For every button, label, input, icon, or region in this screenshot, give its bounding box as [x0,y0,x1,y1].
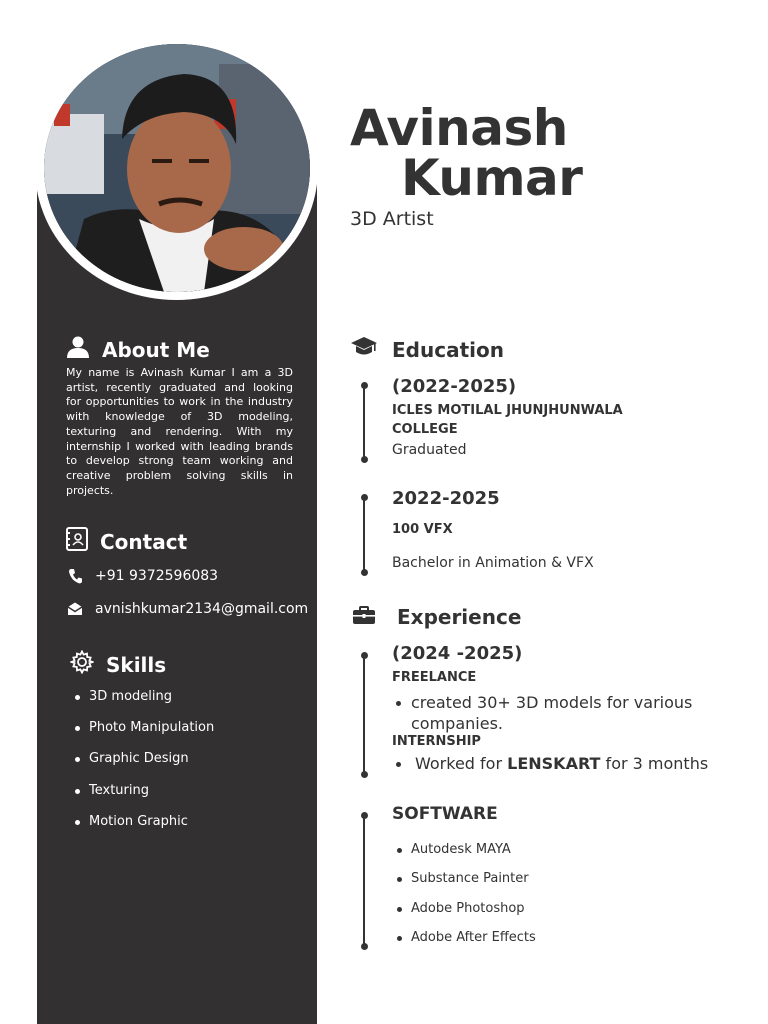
experience-heading [353,605,521,629]
timeline-line [363,655,365,775]
last-name: Kumar [401,149,583,207]
software-heading: SOFTWARE [392,804,498,824]
first-name: Avinash [350,99,568,157]
person-icon [66,336,90,363]
internship-list [392,753,712,774]
experience-heading-label: Experience [397,605,522,629]
experience-years: (2024 -2025) [392,643,523,664]
internship-company: LENSKART [507,754,601,773]
software-item: Substance Painter [392,870,536,899]
education-heading-label: Education [392,337,504,362]
internship-prefix: Worked for [415,754,508,773]
email-address: avnishkumar2134@gmail.com [95,601,309,617]
skills-list [70,686,214,842]
mail-icon [66,602,84,616]
freelance-label: FREELANCE [392,670,477,685]
timeline-line [363,385,365,460]
candidate-name [350,99,583,207]
education-detail: Bachelor in Animation & VFX [392,555,594,571]
phone-number: +91 9372596083 [95,568,219,584]
education-detail: Graduated [392,442,467,458]
software-item: Adobe Photoshop [392,900,536,929]
contact-heading-label: Contact [100,529,188,554]
about-heading [66,336,210,363]
skill-item: Photo Manipulation [70,717,214,748]
education-institution: ICLES MOTILAL JHUNJHUNWALA [392,403,623,418]
software-list [392,841,536,958]
phone-icon [66,568,84,584]
freelance-item: created 30+ 3D models for various companies. [392,692,712,734]
education-years: 2022-2025 [392,488,500,509]
education-heading [350,336,504,363]
education-years: (2022-2025) [392,376,517,397]
internship-suffix: for 3 months [600,754,709,773]
contact-heading [66,527,187,556]
freelance-list [392,692,712,734]
skills-heading [70,650,166,679]
graduation-cap-icon [350,336,378,363]
about-heading-label: About Me [102,337,210,362]
briefcase-icon [353,605,375,629]
contact-book-icon [66,527,88,556]
timeline-line [363,815,365,947]
profile-photo [44,44,310,292]
contact-phone[interactable] [66,568,218,584]
skills-heading-label: Skills [106,652,167,677]
skill-item: Texturing [70,780,214,811]
internship-item [392,753,712,774]
software-item: Adobe After Effects [392,929,536,958]
contact-email[interactable] [66,601,308,617]
education-institution: COLLEGE [392,422,458,437]
gear-icon [70,650,94,679]
education-institution: 100 VFX [392,522,453,537]
skill-item: 3D modeling [70,686,214,717]
internship-label: INTERNSHIP [392,734,481,749]
software-item: Autodesk MAYA [392,841,536,870]
timeline-line [363,497,365,573]
skill-item: Graphic Design [70,748,214,779]
skill-item: Motion Graphic [70,811,214,842]
job-title: 3D Artist [350,208,434,230]
about-text: My name is Avinash Kumar I am a 3D artist, recently graduated and looking for opportunities to work in the industry with knowledge of 3D modeling, texturing and rendering. With my internship I worked with leading brands to develop strong team working and creative problem solving skills in projects. [66,366,293,497]
